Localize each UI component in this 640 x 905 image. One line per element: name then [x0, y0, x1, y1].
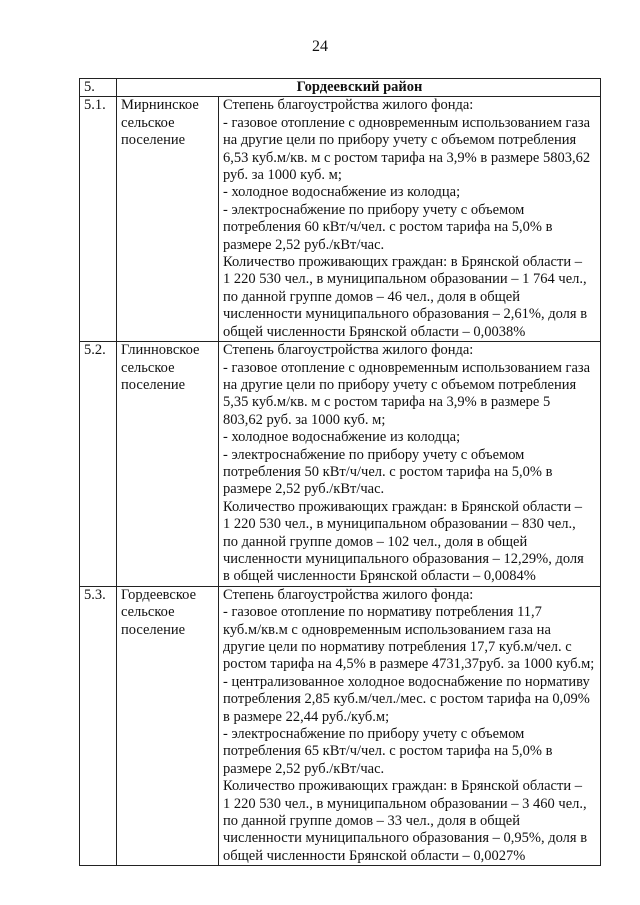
settlement-line: сельское — [121, 604, 175, 621]
description-line: 803,62 руб. за 1000 куб. м; — [223, 411, 386, 428]
description-line: - газовое отопление с одновременным использованием газа — [223, 359, 591, 376]
description-line: потребления 2,85 куб.м/чел./мес. с ростом тарифа на 0,09% — [223, 691, 590, 708]
description-line: - газовое отопление с одновременным использованием газа — [223, 114, 591, 131]
settlement-line: сельское — [121, 114, 175, 131]
settlement-line: поселение — [121, 132, 186, 149]
description-line: Количество проживающих граждан: в Брянской области – — [223, 254, 582, 271]
description-line: 5,35 куб.м/кв. м с ростом тарифа на 3,9% в размере 5 — [223, 394, 551, 411]
description-line: потребления 60 кВт/ч/чел. с ростом тарифа на 5,0% в — [223, 219, 553, 236]
table-row — [80, 586, 601, 866]
table-row — [80, 342, 601, 587]
description-line: размере 2,52 руб./кВт/час. — [223, 481, 385, 498]
description-line: потребления 65 кВт/ч/чел. с ростом тарифа на 5,0% в — [223, 743, 553, 760]
description-line: 1 220 530 чел., в муниципальном образовании – 3 460 чел., — [223, 795, 587, 812]
settlement-line: Глинновское — [121, 342, 200, 359]
description-line: в размере 22,44 руб./куб.м; — [223, 708, 390, 725]
row-number: 5.3. — [80, 586, 117, 866]
description-line: Степень благоустройства жилого фонда: — [223, 342, 474, 359]
description-line: - холодное водоснабжение из колодца; — [223, 184, 461, 201]
description-line: по данной группе домов – 102 чел., доля в общей — [223, 533, 528, 550]
description-line: куб.м/кв.м с одновременным использованием газа на — [223, 621, 551, 638]
description-line: на другие цели по прибору учету с объемом потребления — [223, 376, 577, 393]
description-line: по данной группе домов – 33 чел., доля в общей — [223, 813, 520, 830]
description-line: - электроснабжение по прибору учету с объемом — [223, 201, 525, 218]
housing-description — [219, 586, 601, 866]
page-number: 24 — [312, 38, 328, 55]
description-line: по данной группе домов – 46 чел., доля в общей — [223, 288, 520, 305]
district-table — [79, 78, 601, 866]
description-line: - газовое отопление по нормативу потребления 11,7 — [223, 604, 542, 621]
description-line: Количество проживающих граждан: в Брянской области – — [223, 778, 582, 795]
settlement-line: Гордеевское — [121, 586, 197, 603]
description-line: 6,53 куб.м/кв. м с ростом тарифа на 3,9% в размере 5803,62 — [223, 149, 591, 166]
description-line: Степень благоустройства жилого фонда: — [223, 586, 474, 603]
description-line: 1 220 530 чел., в муниципальном образовании – 1 764 чел., — [223, 271, 587, 288]
table-header-row — [80, 79, 601, 97]
settlement-name — [117, 586, 219, 866]
description-line: ростом тарифа на 4,5% в размере 4731,37руб. за 1000 куб.м; — [223, 656, 595, 673]
settlement-line: поселение — [121, 621, 186, 638]
description-line: в общей численности Брянской области – 0,0084% — [223, 568, 536, 585]
description-line: общей численности Брянской области – 0,0038% — [223, 323, 526, 340]
description-line: - электроснабжение по прибору учету с объемом — [223, 726, 525, 743]
description-line: - холодное водоснабжение из колодца; — [223, 429, 461, 446]
description-line: размере 2,52 руб./кВт/час. — [223, 760, 385, 777]
district-title: Гордеевский район — [117, 79, 601, 97]
description-line: 1 220 530 чел., в муниципальном образовании – 830 чел., — [223, 516, 576, 533]
description-line: численности муниципального образования – 2,61%, доля в — [223, 306, 588, 323]
description-line: размере 2,52 руб./кВт/час. — [223, 236, 385, 253]
description-line: на другие цели по прибору учету с объемом потребления — [223, 132, 577, 149]
description-line: потребления 50 кВт/ч/чел. с ростом тарифа на 5,0% в — [223, 463, 553, 480]
description-line: - централизованное холодное водоснабжение по нормативу — [223, 673, 590, 690]
description-line: другие цели по нормативу потребления 17,7 куб.м/чел. с — [223, 639, 572, 655]
description-line: численности муниципального образования – 12,29%, доля — [223, 550, 584, 567]
description-line: - электроснабжение по прибору учету с объемом — [223, 446, 525, 463]
section-number: 5. — [80, 79, 117, 97]
settlement-line: сельское — [121, 359, 175, 376]
description-line: общей численности Брянской области – 0,0027% — [223, 847, 526, 864]
settlement-name — [117, 97, 219, 342]
row-number: 5.1. — [80, 97, 117, 342]
row-number: 5.2. — [80, 342, 117, 587]
description-line: Количество проживающих граждан: в Брянской области – — [223, 498, 582, 515]
housing-description — [219, 97, 601, 342]
housing-description — [219, 342, 601, 587]
description-line: Степень благоустройства жилого фонда: — [223, 97, 474, 114]
table-row — [80, 97, 601, 342]
settlement-line: поселение — [121, 376, 186, 393]
description-line: численности муниципального образования – 0,95%, доля в — [223, 830, 588, 847]
settlement-line: Мирнинское — [121, 97, 199, 114]
settlement-name — [117, 342, 219, 587]
description-line: руб. за 1000 куб. м; — [223, 167, 342, 184]
